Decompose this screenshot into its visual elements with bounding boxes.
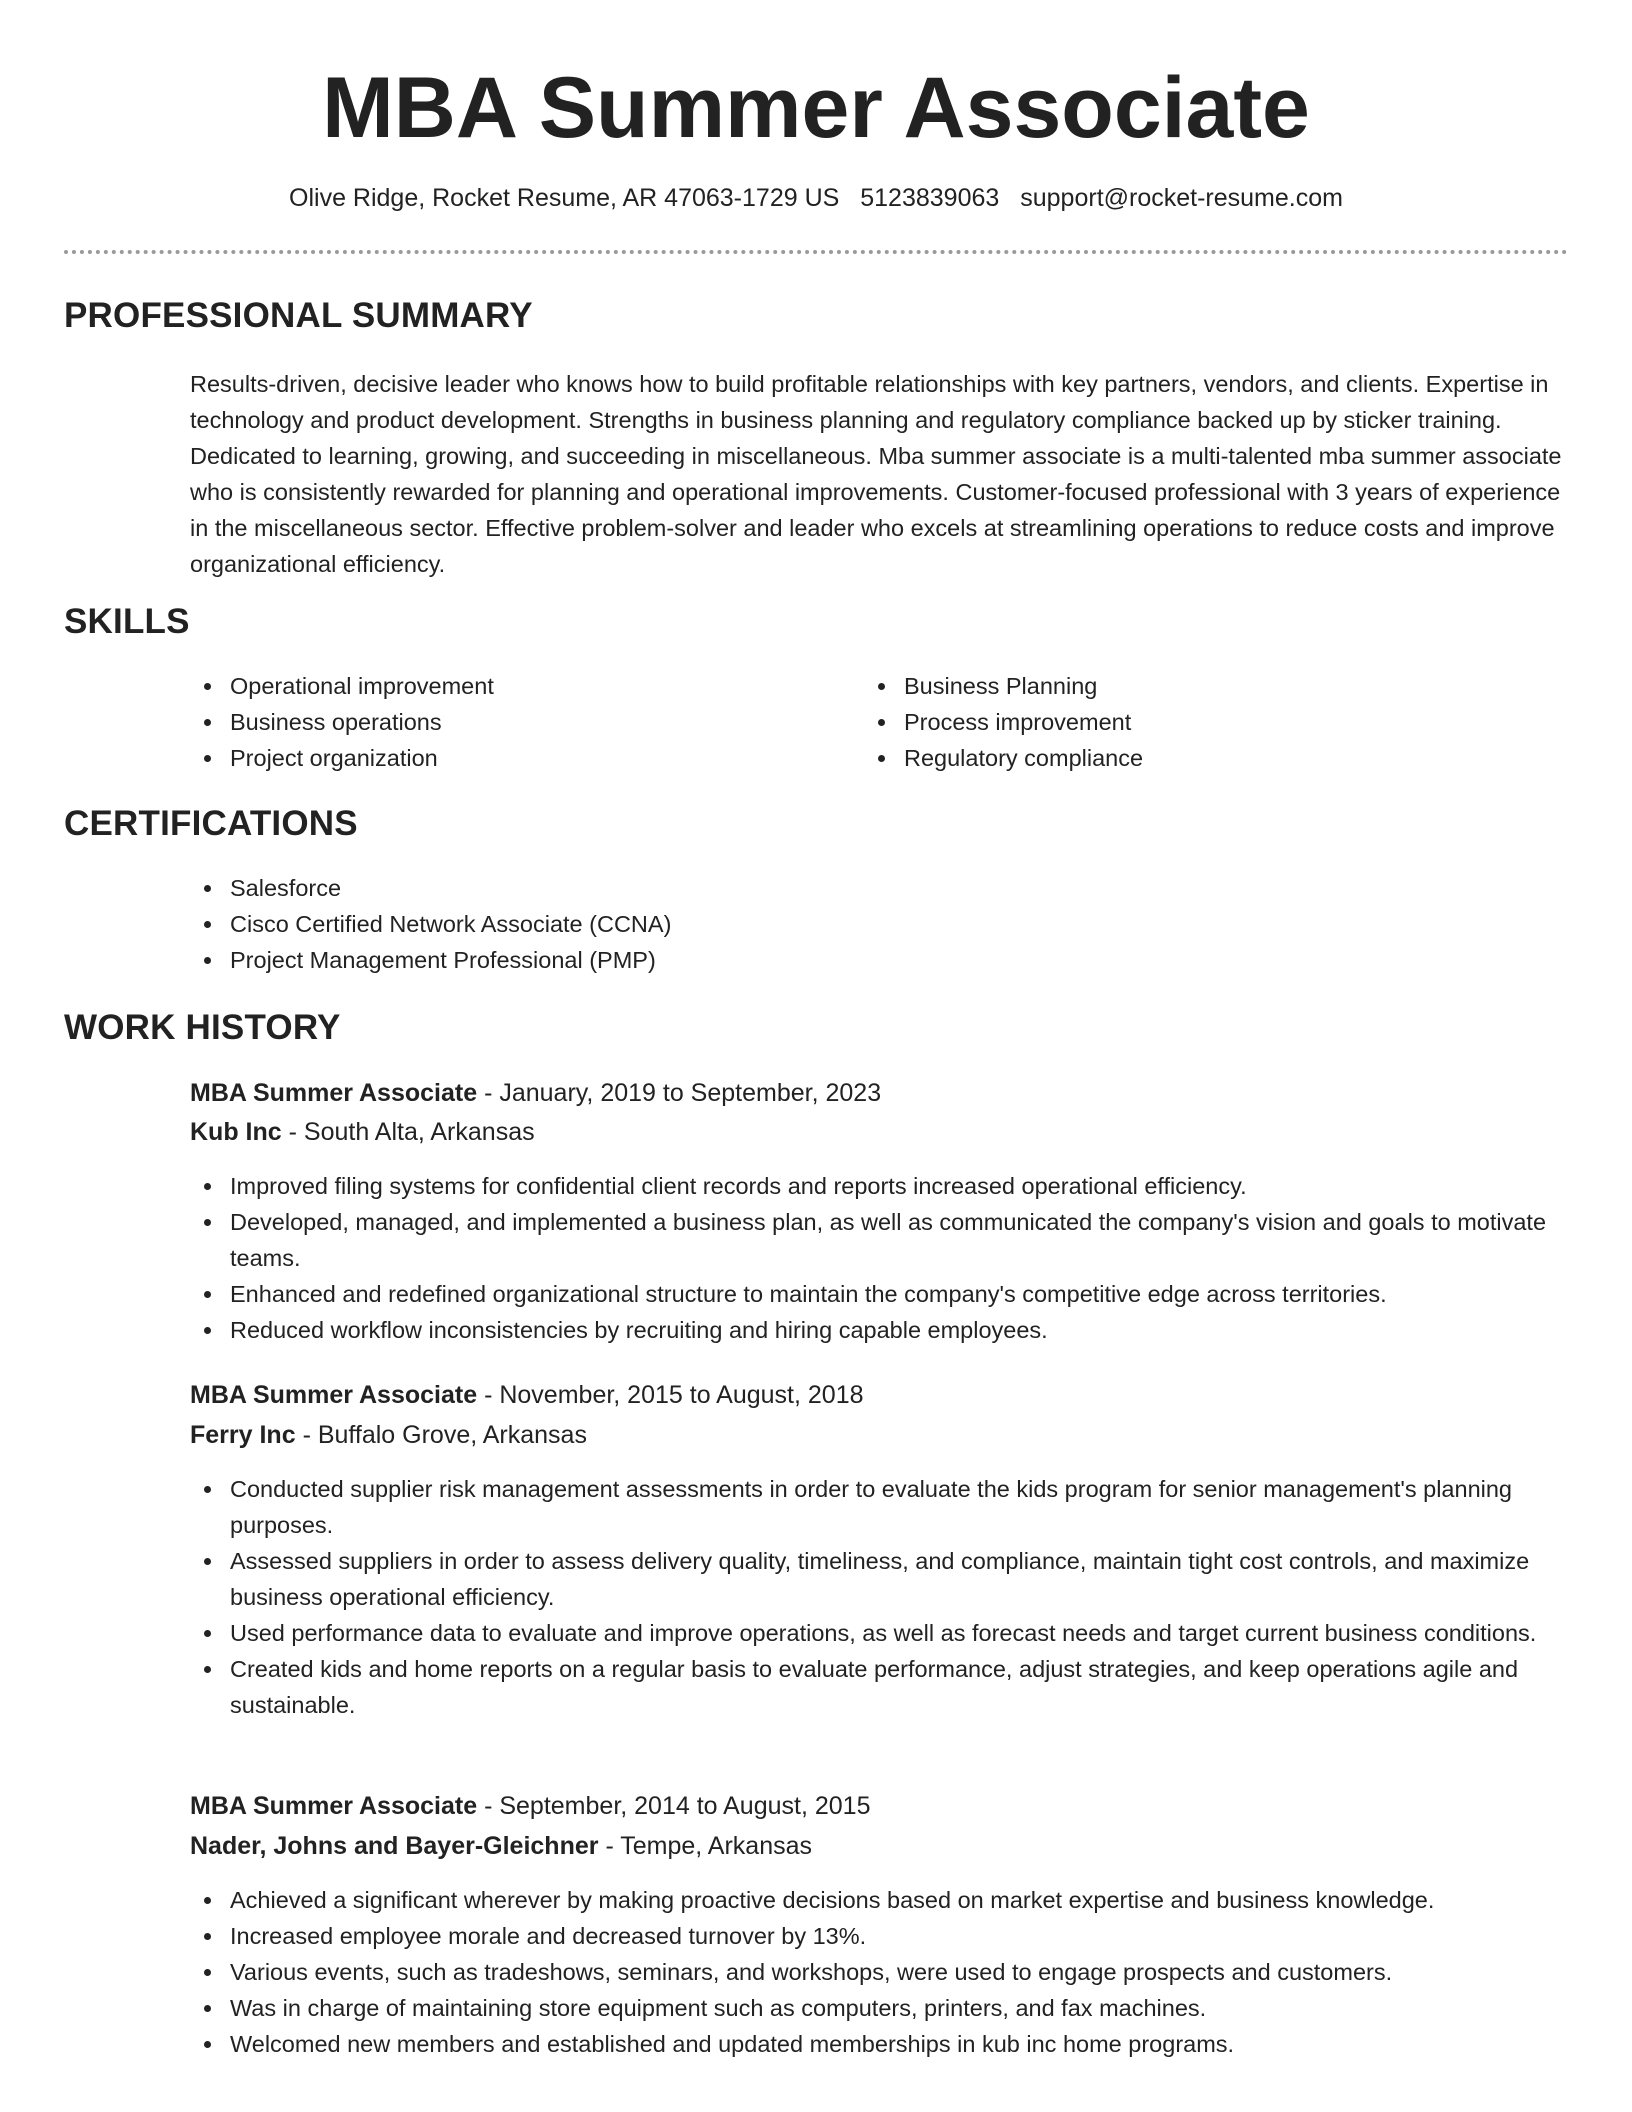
certification-item: Cisco Certified Network Associate (CCNA): [230, 906, 1612, 942]
certifications-list: [186, 870, 1612, 978]
skills-list-right: [860, 668, 1504, 776]
job-dates: - January, 2019 to September, 2023: [484, 1079, 882, 1107]
skill-item: Operational improvement: [230, 668, 830, 704]
job-bullet: Assessed suppliers in order to assess delivery quality, timeliness, and compliance, maintain tight cost controls, and maximize business operational efficiency.: [230, 1543, 1612, 1615]
resume-title: MBA Summer Associate: [322, 60, 1310, 156]
job-company-line: [190, 1827, 812, 1865]
job-bullet: Developed, managed, and implemented a business plan, as well as communicated the company's vision and goals to motivate teams.: [230, 1204, 1612, 1276]
job-location: - South Alta, Arkansas: [288, 1118, 535, 1146]
job-bullets: [186, 1471, 1612, 1723]
certifications-heading: CERTIFICATIONS: [64, 804, 358, 843]
job-bullets: [186, 1882, 1612, 2062]
job-company-line: [190, 1416, 587, 1454]
header-divider: [64, 250, 1568, 254]
job-company: Ferry Inc: [190, 1421, 296, 1449]
job-title: MBA Summer Associate: [190, 1079, 478, 1107]
contact-phone: 5123839063: [860, 184, 1000, 212]
contact-email: support@rocket-resume.com: [1020, 184, 1343, 212]
contact-address: Olive Ridge, Rocket Resume, AR 47063-1729 US: [289, 184, 840, 212]
contact-info: [0, 180, 1632, 216]
job-bullet: Created kids and home reports on a regular basis to evaluate performance, adjust strategies, and keep operations agile and sustainable.: [230, 1651, 1612, 1723]
job-bullets: [186, 1168, 1612, 1348]
job-title: MBA Summer Associate: [190, 1381, 478, 1409]
job-dates: - November, 2015 to August, 2018: [484, 1381, 864, 1409]
job-bullet: Enhanced and redefined organizational structure to maintain the company's competitive edge across territories.: [230, 1276, 1612, 1312]
job-bullet: Was in charge of maintaining store equipment such as computers, printers, and fax machines.: [230, 1990, 1612, 2026]
skill-item: Regulatory compliance: [904, 740, 1504, 776]
work-history-heading: WORK HISTORY: [64, 1008, 341, 1047]
skill-item: Project organization: [230, 740, 830, 776]
job-location: - Buffalo Grove, Arkansas: [302, 1421, 587, 1449]
job-company: Kub Inc: [190, 1118, 282, 1146]
job-bullet: Used performance data to evaluate and improve operations, as well as forecast needs and target current business conditions.: [230, 1615, 1612, 1651]
job-title: MBA Summer Associate: [190, 1792, 478, 1820]
summary-heading: PROFESSIONAL SUMMARY: [64, 296, 533, 335]
job-bullet: Various events, such as tradeshows, seminars, and workshops, were used to engage prospects and customers.: [230, 1954, 1612, 1990]
skill-item: Business Planning: [904, 668, 1504, 704]
skill-item: Process improvement: [904, 704, 1504, 740]
job-bullet: Welcomed new members and established and updated memberships in kub inc home programs.: [230, 2026, 1612, 2062]
skills-heading: SKILLS: [64, 602, 190, 641]
job-company-line: [190, 1113, 535, 1151]
summary-text: Results-driven, decisive leader who knows how to build profitable relationships with key partners, vendors, and clients. Expertise in technology and product development. Strengths in business planning and regulatory compliance backed up by sticker training. Dedicated to learning, growing, and succeeding in miscellaneous. Mba summer associate is a multi-talented mba summer associate who is consistently rewarded for planning and operational improvements. Customer-focused professional with 3 years of experience in the miscellaneous sector. Effective problem-solver and leader who excels at streamlining operations to reduce costs and improve organizational efficiency.: [190, 371, 1562, 577]
job-title-line: [190, 1074, 881, 1112]
job-location: - Tempe, Arkansas: [605, 1832, 813, 1860]
job-title-line: [190, 1376, 864, 1414]
job-bullet: Reduced workflow inconsistencies by recruiting and hiring capable employees.: [230, 1312, 1612, 1348]
job-bullet: Conducted supplier risk management assessments in order to evaluate the kids program for senior management's planning purposes.: [230, 1471, 1612, 1543]
job-company: Nader, Johns and Bayer-Gleichner: [190, 1832, 599, 1860]
job-bullet: Achieved a significant wherever by making proactive decisions based on market expertise and business knowledge.: [230, 1882, 1612, 1918]
job-title-line: [190, 1787, 870, 1825]
skill-item: Business operations: [230, 704, 830, 740]
skills-list-left: [186, 668, 830, 776]
certification-item: Project Management Professional (PMP): [230, 942, 1612, 978]
job-bullet: Improved filing systems for confidential client records and reports increased operational efficiency.: [230, 1168, 1612, 1204]
job-bullet: Increased employee morale and decreased turnover by 13%.: [230, 1918, 1612, 1954]
certification-item: Salesforce: [230, 870, 1612, 906]
job-dates: - September, 2014 to August, 2015: [484, 1792, 871, 1820]
